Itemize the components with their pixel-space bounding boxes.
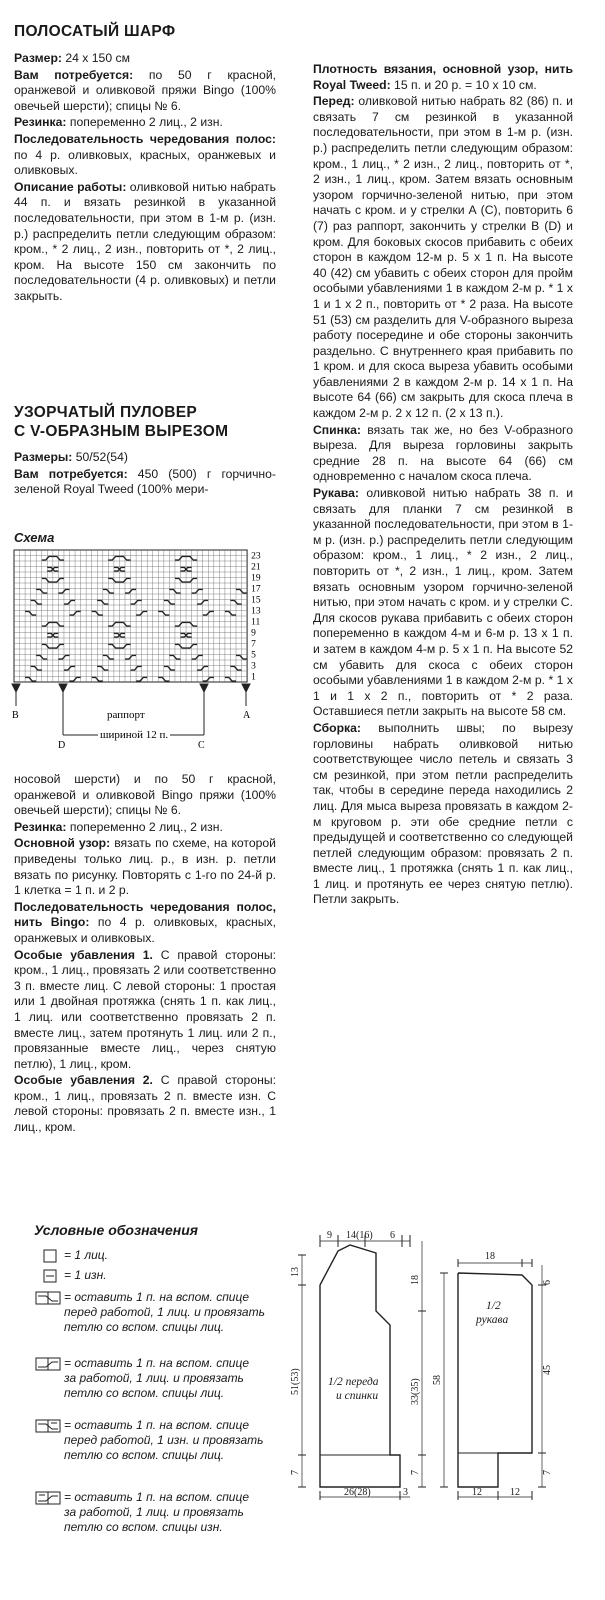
scarf-materials: Вам потребуется: по 50 г красной, оранжевой и оливковой пряжи Bingo (100% овечьей шерсти); спицы № 6. — [14, 67, 277, 113]
sleeve-label-line2: рукава — [476, 1314, 509, 1326]
sleeve-dim-top-right: 6 — [542, 1280, 553, 1285]
body-pattern-outline — [320, 1245, 400, 1487]
scarf-sequence: Последовательность чередования полос: по 4 р. оливковых, красных, оранжевых и оливковых. — [14, 131, 276, 178]
body-dim-top-neck: 14(16) — [346, 1230, 373, 1241]
arrow-d-icon — [59, 684, 67, 735]
chart-row-number: 15 — [251, 595, 261, 606]
arrow-a-label: A — [243, 710, 251, 721]
chart-row-number: 17 — [251, 584, 261, 595]
sleeve-label-line1: 1/2 — [486, 1300, 501, 1312]
pullover-right-column — [313, 62, 573, 908]
pullover-left-continued — [14, 772, 276, 1136]
body-label-line1: 1/2 переда — [328, 1376, 379, 1388]
pullover-front: Перед: оливковой нитью набрать 82 (86) п. и связать 7 см резинкой в указанной последовательности, при этом в 1-м р. (изн. р.) распределить петли следующим образом: кром., 1 лиц., * 2 изн., 2 лиц., повторить от *, 2 изн., 1 лиц., кром. Затем вязать основным узором горчично-зеленой нитью, при этом начать с кром. и у стрелки А (С), повторить 6 (7) раз раппорт, закончить у стрелки В (D) и кром. Для боковых скосов прибавить с обеих сторон в каждом 12-м р. 5 х 1 п. На высоте 40 (42) см убавить с обеих сторон для пройм особыми убавлениями 1 в каждом 2-м р. * 1 х 1 и 1 х 2 п., повторить от * 2 раза. На высоте 51 (53) см разделить для V-образного выреза работу посередине и обе стороны закончить раздельно. С внутреннего края прибавить по 1 кром. и для скоса выреза убавить особыми убавлениями 2 в каждом 2-м р. 14 х 1 п. На высоте 64 (66) см закрыть для скоса плеча в каждом 2-м р. 2 х 12 п. (2 х 13 п.). — [313, 94, 573, 421]
pullover-main-pattern: Основной узор: вязать по схеме, на которой приведены только лиц. р., в изн. р. петли вязать по рисунку. Повторять с 1-го по 24-й р. 1 клетка = 1 п. и 2 р. — [14, 836, 276, 898]
scarf-rib: Резинка: попеременно 2 лиц., 2 изн. — [14, 115, 223, 130]
scarf-title: ПОЛОСАТЫЙ ШАРФ — [14, 23, 176, 40]
pullover-sizes: Размеры: 50/52(54) — [14, 450, 128, 464]
schema-title: Схема — [14, 530, 55, 545]
chart-row-number: 23 — [251, 551, 261, 562]
chart-row-number: 21 — [251, 562, 261, 573]
scarf-size: Размер: 24 х 150 см — [14, 51, 130, 65]
pullover-decrease-2: Особые убавления 2. С правой стороны: кром., 1 лиц., провязать 2 п. вместе изн. С левой стороны: провязать 2 п. вместе изн., 1 лиц., кром. — [14, 1073, 276, 1135]
body-dim-bottom-width: 26(28) — [344, 1487, 371, 1498]
sleeve-dim-bottom-left: 12 — [472, 1487, 482, 1498]
sleeve-dim-right-bottom: 7 — [542, 1470, 553, 1475]
chart-row-number: 5 — [251, 650, 256, 661]
pullover-materials-top: Вам потребуется: 450 (500) г горчично-зеленой Royal Tweed (100% мери- — [14, 466, 276, 497]
sleeve-dim-top: 18 — [485, 1251, 495, 1262]
purl-symbol-icon — [34, 1269, 60, 1283]
body-dim-left-top: 13 — [290, 1267, 301, 1277]
arrow-b-icon — [12, 684, 20, 706]
arrow-c-icon — [200, 684, 208, 735]
body-dim-right-top: 18 — [410, 1275, 421, 1285]
pullover-title-line1: УЗОРЧАТЫЙ ПУЛОВЕР — [14, 404, 198, 421]
pullover-assembly: Сборка: выполнить швы; по вырезу горловины набрать оливковой нитью соответствующее число петель и связать 3 см резинкой, при этом петли распределить так, чтобы в середине переда находились 2 лиц. Для мыса выреза провязать в каждом 2-м круговом р. эти обе средние петли с предыдущей и соответственно со следующей петлей следующим образом: провязать 2 п. вместе лиц., 1 протяжка (снять 1 п. как лиц., 1 лиц. и протянуть ее через снятую петлю). Петли закрыть. — [313, 720, 573, 907]
body-dim-left-total: 51(53) — [290, 1368, 301, 1395]
pullover-header — [14, 403, 276, 498]
body-dim-right-mid: 33(35) — [410, 1378, 421, 1405]
pullover-density: Плотность вязания, основной узор, нить Royal Tweed: 15 п. и 20 р. = 10 х 10 см. — [313, 62, 573, 92]
arrow-b-label: B — [12, 710, 19, 721]
cable-front-purl-icon — [34, 1419, 64, 1433]
knit-symbol-icon — [34, 1249, 60, 1263]
legend-title: Условные обозначения — [34, 1222, 199, 1238]
body-dim-top-shoulder: 9 — [327, 1230, 332, 1241]
chart-row-number: 1 — [251, 672, 256, 683]
cable-front-knit-icon — [34, 1291, 64, 1305]
body-label-line2: и спинки — [336, 1390, 379, 1402]
chart-row-number: 3 — [251, 661, 256, 672]
garment-pattern-diagrams — [290, 1225, 605, 1500]
scarf-description: Описание работы: оливковой нитью набрать 44 п. и вязать резинкой в указанной последовательности, при этом в 1-м р. (изн. р.) распределить петли следующим образом: кром., * 2 лиц., 2 изн., повторить от *, 2 лиц., кром. На высоте 150 см закончить по последовательности (4 р. оливковых) и петли закрыть. — [14, 179, 276, 303]
knitting-chart — [0, 540, 290, 755]
chart-row-numbers — [251, 552, 261, 683]
body-dim-top-right: 6 — [390, 1230, 395, 1241]
sleeve-dim-right-mid: 45 — [542, 1365, 553, 1375]
pullover-sleeves: Рукава: оливковой нитью набрать 38 п. и связать для планки 7 см резинкой в указанной последовательности, при этом в 1-м р. (изн. р.) распределить петли следующим образом: кром., 1 лиц., * 2 изн., 2 лиц., повторить от *, 2 изн., 1 лиц., кром. Затем вязать основным узором горчично-зеленой нитью, при этом начать с кром. и у стрелки С. Для скосов рукава прибавить с обеих сторон попеременно в каждом 4-м и 6-м р. 13 х 1 п. и затем в каждом 4-м р. 5 х 1 п. На высоте 52 см убавить для скоса с обеих сторон особыми убавлениями 1 в каждом 2-м р. * 1 х 1 и 1 х 2 п., повторить от * 2 раза. Оставшиеся петли закрыть на высоте 58 см. — [313, 486, 573, 719]
rapport-label-line1: раппорт — [107, 709, 145, 721]
chart-row-number: 7 — [251, 639, 256, 650]
pullover-rib: Резинка: попеременно 2 лиц., 2 изн. — [14, 819, 223, 834]
pullover-back: Спинка: вязать так же, но без V-образного выреза. Для выреза горловины закрыть средние 28 п. на высоте 64 (66) см одновременно с началом скоса плеча. — [313, 422, 573, 484]
pullover-title-line2: С V-ОБРАЗНЫМ ВЫРЕЗОМ — [14, 423, 229, 440]
body-dim-left-bottom: 7 — [290, 1470, 301, 1475]
body-dim-bottom-right: 3 — [403, 1487, 408, 1498]
pullover-decrease-1: Особые убавления 1. С правой стороны: кром., 1 лиц., провязать 2 или соответственно 3 п. вместе лиц. С левой стороны: 1 простая или 1 двойная протяжка (снять 1 п. как лиц., 1 лиц. или соответственно провязать 2 п. вместе лиц., затем протянуть 1 лиц. или 2 п., провязанные вместе лиц., через снятую петлю), 1 лиц., кром. — [14, 947, 276, 1071]
scarf-section — [14, 22, 276, 305]
sleeve-dim-left-total: 58 — [432, 1375, 443, 1385]
arrow-c-label: C — [198, 740, 205, 751]
body-dim-right-bottom: 7 — [410, 1470, 421, 1475]
chart-row-number: 19 — [251, 573, 261, 584]
cable-back-purl-icon — [34, 1491, 64, 1505]
arrow-a-icon — [242, 684, 250, 706]
cable-back-knit-icon — [34, 1357, 64, 1371]
chart-row-number: 13 — [251, 606, 261, 617]
chart-row-number: 9 — [251, 628, 256, 639]
chart-grid — [14, 550, 247, 682]
rapport-label-line2: шириной 12 п. — [100, 729, 169, 741]
arrow-d-label: D — [58, 740, 66, 751]
chart-row-number: 11 — [251, 617, 261, 628]
sleeve-dim-bottom-right: 12 — [510, 1487, 520, 1498]
pullover-sequence: Последовательность чередования полос, нить Bingo: по 4 р. оливковых, красных, оранжевых и оливковых. — [14, 899, 276, 945]
pullover-materials-cont: носовой шерсти) и по 50 г красной, оранжевой и оливковой Bingo пряжи (100% овечьей шерсти); спицы № 6. — [14, 772, 276, 818]
